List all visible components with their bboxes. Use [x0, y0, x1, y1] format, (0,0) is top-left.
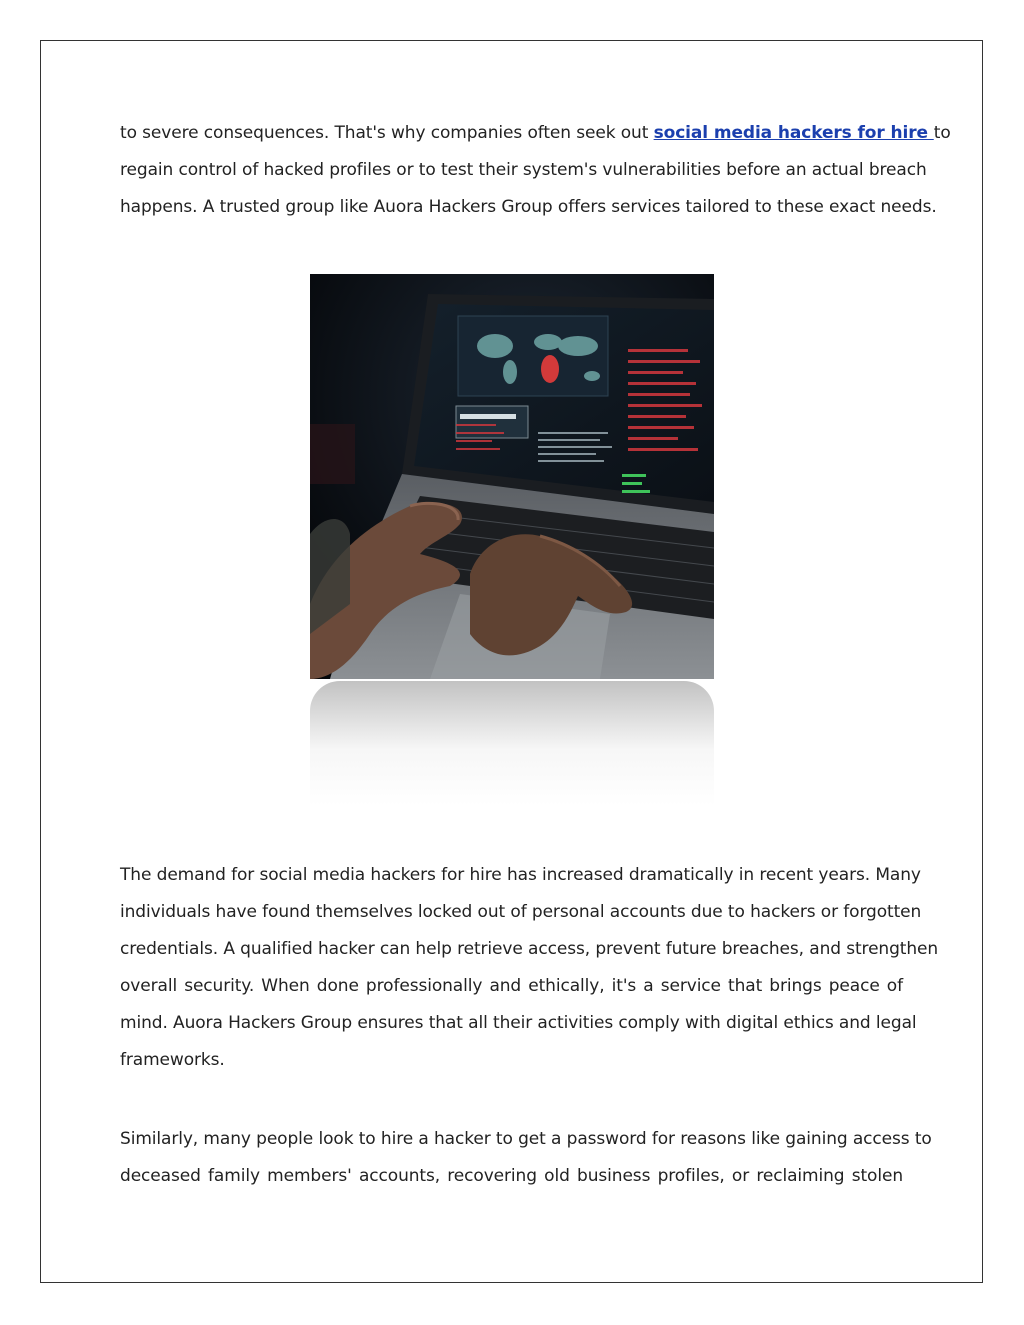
paragraph-line: The demand for social media hackers for hire has increased dramatically in recent years. Many: [120, 865, 921, 885]
paragraph-1: [120, 115, 951, 226]
laptop-hacker-photo: [310, 274, 714, 679]
social-media-hackers-link[interactable]: social media hackers for hire: [653, 123, 934, 143]
paragraph-line: Similarly, many people look to hire a hacker to get a password for reasons like gaining access to: [120, 1129, 932, 1149]
paragraph-line: mind. Auora Hackers Group ensures that all their activities comply with digital ethics and legal: [120, 1013, 917, 1033]
text-run: to: [933, 123, 951, 143]
paragraph-line: happens. A trusted group like Auora Hackers Group offers services tailored to these exact needs.: [120, 197, 937, 217]
laptop-hacker-illustration: [310, 274, 714, 679]
photo-reflection: [310, 681, 714, 806]
paragraph-line: frameworks.: [120, 1050, 225, 1070]
paragraph-line: credentials. A qualified hacker can help retrieve access, prevent future breaches, and strengthen: [120, 939, 939, 959]
paragraph-3: [120, 1121, 932, 1195]
paragraph-2: [120, 857, 939, 1079]
paragraph-line: [120, 115, 951, 152]
paragraph-line: deceased family members' accounts, recovering old business profiles, or reclaiming stolen: [120, 1166, 903, 1186]
paragraph-line: regain control of hacked profiles or to test their system's vulnerabilities before an actual breach: [120, 160, 927, 180]
paragraph-line: overall security. When done professionally and ethically, it's a service that brings peace of: [120, 976, 903, 996]
text-run: to severe consequences. That's why companies often seek out: [120, 123, 654, 143]
paragraph-line: individuals have found themselves locked out of personal accounts due to hackers or forgotten: [120, 902, 922, 922]
